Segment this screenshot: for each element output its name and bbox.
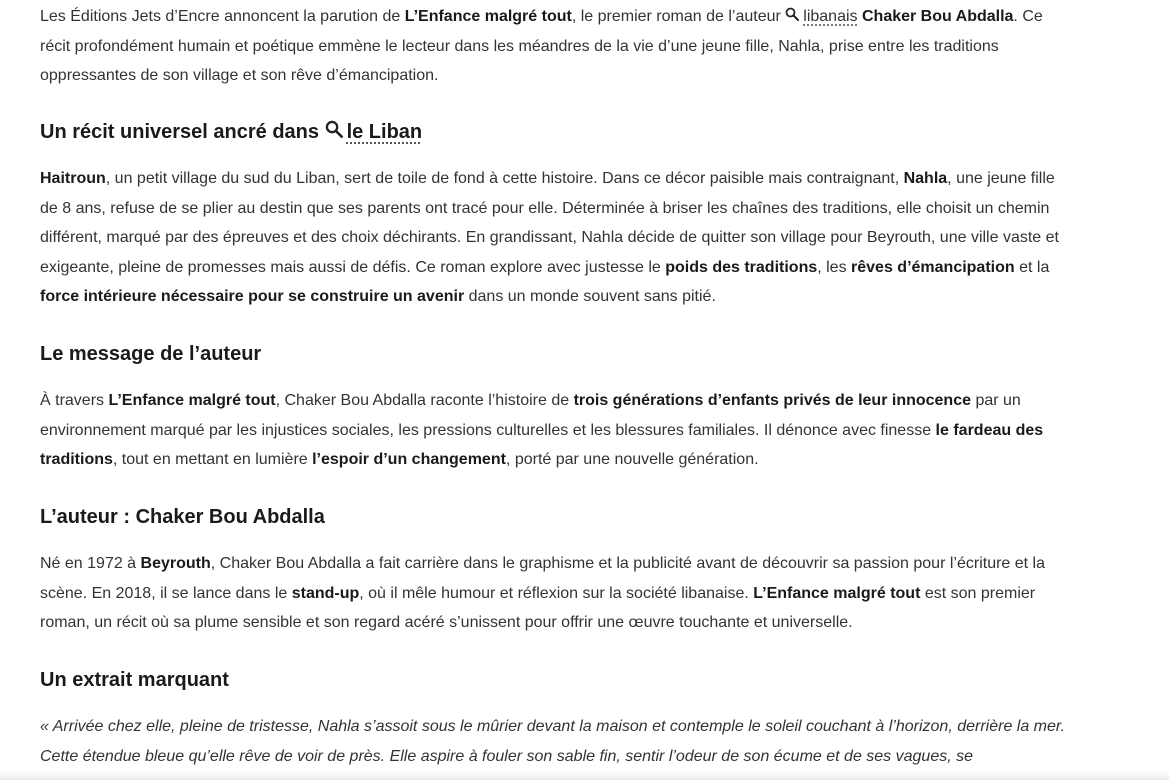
intro-text-4: . Ce récit profondément humain et poétique emmène le lecteur dans les méandres de la vie d’une jeune fille, Nahla, prise entre les traditions oppressantes de son village et son rêve d’émancipation.: [40, 8, 1043, 85]
section-paragraph-universel: [40, 164, 1072, 312]
section-heading-universel: [40, 118, 1072, 146]
author-name-bold: Chaker Bou Abdalla: [861, 8, 1014, 25]
text-2: , où il mêle humour et réflexion sur la société libanaise.: [359, 584, 754, 602]
intro-text-2: , le premier roman de l’auteur: [571, 8, 786, 25]
search-icon: [325, 120, 343, 138]
keyword-le-liban-label: le Liban: [346, 121, 423, 143]
keyword-link-libanais[interactable]: [785, 8, 857, 25]
section-paragraph-auteur: [40, 549, 1072, 638]
text-1: , Chaker Bou Abdalla raconte l’histoire de: [275, 392, 574, 409]
keyword-libanais-label: libanais: [803, 8, 858, 25]
text-3: , tout en mettant en lumière: [112, 451, 313, 469]
bottom-fade: [0, 770, 1169, 780]
text-1: , Chaker Bou Abdalla a fait carrière dans le graphisme et la publicité avant de découvrir sa passion pour l’écriture et la scène. En 2018, il se lance dans le: [40, 555, 1045, 602]
text-2: par un environnement marqué par les injustices sociales, les pressions culturelles et les blessures familiales. Il dénonce avec finesse: [40, 392, 1021, 439]
heading-text: Un récit universel ancré dans: [40, 121, 325, 143]
excerpt-quote: « Arrivée chez elle, pleine de tristesse, Nahla s’assoit sous le mûrier devant la maison et contemple le soleil couchant à l’horizon, derrière la mer. Cette étendue bleue qu’elle rêve de voir de près. Elle aspire à fouler son sable fin, sentir l’odeur de son écume et de ses vagues, se: [40, 718, 1066, 765]
section-paragraph-message: [40, 386, 1072, 475]
bold-book-title: L’Enfance malgré tout: [753, 584, 921, 602]
bold-nahla: Nahla: [903, 170, 948, 187]
text-5: dans un monde souvent sans pitié.: [464, 288, 716, 306]
book-title-bold: L’Enfance malgré tout: [404, 8, 572, 25]
text-4: et la: [1014, 258, 1050, 276]
bold-reves-emancipation: rêves d’émancipation: [851, 258, 1015, 276]
bold-force-interieure: force intérieure nécessaire pour se construire un avenir: [40, 288, 465, 306]
intro-paragraph: [40, 2, 1072, 91]
bold-espoir: l’espoir d’un changement: [312, 451, 506, 469]
bold-stand-up: stand-up: [291, 584, 360, 602]
bold-poids-traditions: poids des traditions: [665, 258, 818, 276]
search-icon: [785, 7, 799, 21]
text-0: À travers: [40, 392, 109, 409]
text-3: est son premier roman, un récit où sa plume sensible et son regard acéré s’unissent pour offrir une œuvre touchante et universelle.: [40, 584, 1036, 632]
intro-text-1: Les Éditions Jets d’Encre annoncent la parution de: [40, 8, 405, 25]
bold-haitroun: Haitroun: [40, 170, 106, 187]
text-0: Né en 1972 à: [40, 555, 141, 572]
keyword-link-le-liban[interactable]: [325, 121, 423, 143]
bold-beyrouth: Beyrouth: [140, 555, 211, 572]
text-2: , une jeune fille de 8 ans, refuse de se plier au destin que ses parents ont tracé pour elle. Déterminée à briser les chaînes des traditions, elle choisit un chemin différent, marqué par des épreuves et des choix déchirants. En grandissant, Nahla décide de quitter son village pour Beyrouth, une ville vaste et exigeante, pleine de promesses mais aussi de défis. Ce roman explore avec justesse le: [40, 170, 1059, 276]
text-3: , les: [817, 258, 852, 276]
section-heading-message: Le message de l’auteur: [40, 343, 262, 365]
bold-trois-generations: trois générations d’enfants privés de leur innocence: [573, 392, 971, 409]
bold-fardeau: le fardeau des traditions: [40, 421, 1044, 469]
text-1: , un petit village du sud du Liban, sert de toile de fond à cette histoire. Dans ce décor paisible mais contraignant,: [105, 170, 904, 187]
bold-book-title: L’Enfance malgré tout: [108, 392, 276, 409]
section-heading-extrait: Un extrait marquant: [40, 669, 229, 691]
section-heading-auteur: L’auteur : Chaker Bou Abdalla: [40, 506, 325, 528]
text-4: , porté par une nouvelle génération.: [505, 451, 759, 469]
